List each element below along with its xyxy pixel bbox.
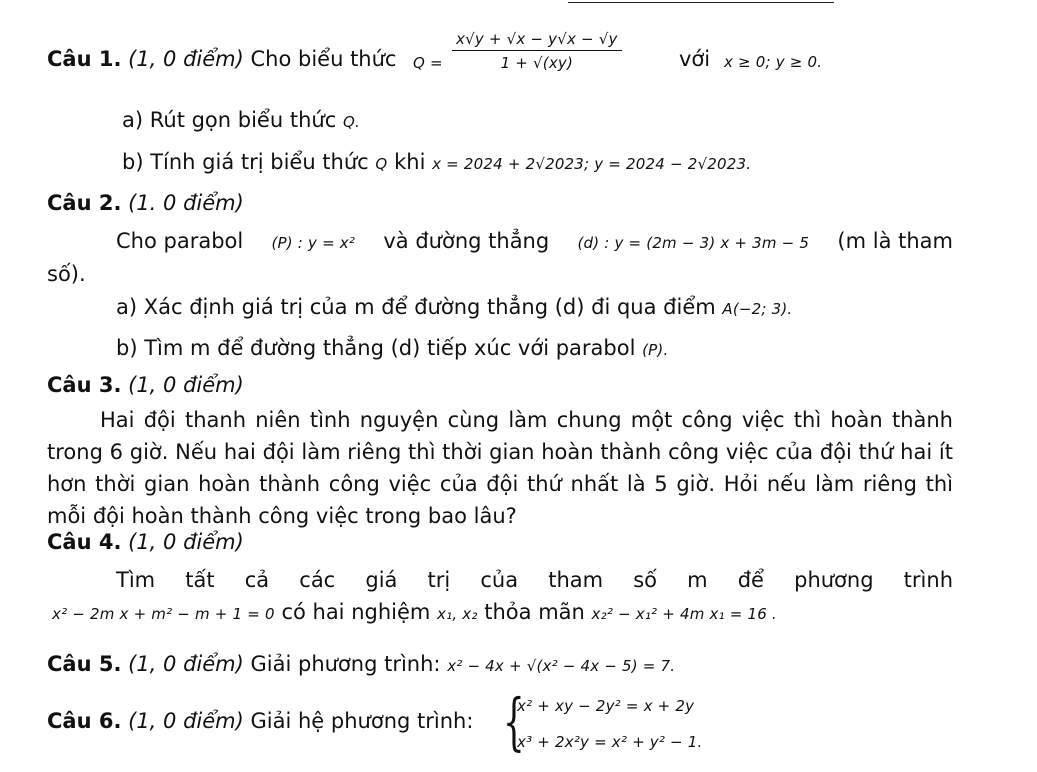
q2-intro-4: số). — [47, 262, 86, 286]
q1-part-b — [122, 150, 751, 174]
q6-eq1: x² + xy − 2y² = x + 2y — [517, 697, 695, 715]
q2-part-b-p: (P). — [642, 341, 669, 359]
q2-heading — [47, 191, 244, 215]
q2-intro-2: và đường thẳng — [383, 229, 550, 253]
q1-intro: Cho biểu thức — [250, 47, 397, 71]
q2-head: Câu 2. — [47, 191, 122, 215]
q2-points: (1. 0 điểm) — [128, 191, 244, 215]
q6-line — [47, 709, 473, 733]
q6-eq2 — [517, 733, 703, 751]
q2-part-b-text: b) Tìm m để đường thẳng (d) tiếp xúc với parabol — [116, 336, 636, 360]
q2-intro-3: (m là tham — [837, 229, 953, 253]
q2-part-a — [116, 295, 792, 319]
q4-equation: x² − 2m x + m² − m + 1 = 0 — [52, 605, 275, 623]
q2-intro-1: Cho parabol — [116, 229, 244, 253]
q1-with: với — [679, 47, 711, 71]
q1-condition: x ≥ 0; y ≥ 0. — [724, 53, 823, 71]
q3-heading — [47, 373, 244, 397]
q5-points: (1, 0 điểm) — [128, 652, 244, 676]
q1-part-b-var: Q — [375, 155, 388, 173]
q5-head: Câu 5. — [47, 652, 122, 676]
q4-satisfy: thỏa mãn — [484, 600, 585, 624]
system-brace: { — [503, 685, 525, 758]
q1-head: Câu 1. — [47, 47, 122, 71]
q1-part-b-text: b) Tính giá trị biểu thức — [122, 150, 369, 174]
q4-points: (1, 0 điểm) — [128, 530, 244, 554]
q4-intro: Tìm tất cả các giá trị của tham số m để phương trình — [116, 568, 953, 592]
q2-point: A(−2; 3). — [722, 300, 793, 318]
q1-points: (1, 0 điểm) — [128, 47, 244, 71]
q2-part-b — [116, 336, 668, 360]
q4-heading — [47, 530, 244, 554]
q5-intro: Giải phương trình: — [250, 652, 441, 676]
q4-condition: x₂² − x₁² + 4m x₁ = 16 . — [591, 605, 777, 623]
q3-points: (1, 0 điểm) — [128, 373, 244, 397]
q1-part-a — [122, 108, 360, 132]
q1-numerator: x√y + √x − y√x − √y — [452, 30, 622, 51]
q6-end: . — [697, 733, 703, 751]
q6-intro: Giải hệ phương trình: — [250, 709, 474, 733]
q1-part-a-text: a) Rút gọn biểu thức — [122, 108, 337, 132]
q2-intro-line — [116, 229, 953, 253]
q4-equation-line — [52, 600, 777, 624]
q2-part-a-text: a) Xác định giá trị của m để đường thẳng (d) đi qua điểm — [116, 295, 716, 319]
q1-line — [47, 47, 396, 71]
q1-part-b-values: x = 2024 + 2√2023; y = 2024 − 2√2023. — [432, 155, 752, 173]
q4-roots: x₁, x₂ — [437, 605, 478, 623]
q6-head: Câu 6. — [47, 709, 122, 733]
q4-has-roots: có hai nghiệm — [281, 600, 431, 624]
q1-part-a-var: Q. — [342, 113, 360, 131]
q1-q-label: Q = — [413, 54, 443, 72]
q1-denominator: 1 + √(xy) — [500, 54, 574, 72]
q6-eq2-text: x³ + 2x²y = x² + y² − 1 — [517, 733, 698, 751]
q3-head: Câu 3. — [47, 373, 122, 397]
q3-body: Hai đội thanh niên tình nguyện cùng làm chung một công việc thì hoàn thành trong 6 giờ. Nếu hai đội làm riêng thì thời gian hoàn thành công việc của đội thứ hai ít hơn thời gian hoàn thành công việc của đội thứ nhất là 5 giờ. Hỏi nếu làm riêng thì mỗi đội hoàn thành công việc trong bao lâu? — [47, 408, 953, 528]
q4-head: Câu 4. — [47, 530, 122, 554]
q6-points: (1, 0 điểm) — [128, 709, 244, 733]
q1-part-b-when: khi — [394, 150, 426, 174]
q5-line — [47, 652, 675, 676]
top-rule — [568, 2, 834, 3]
q5-equation: x² − 4x + √(x² − 4x − 5) = 7. — [447, 657, 676, 675]
q2-parabola: (P) : y = x² — [271, 234, 356, 252]
q2-line-eq: (d) : y = (2m − 3) x + 3m − 5 — [577, 234, 810, 252]
q1-fraction — [452, 30, 622, 72]
